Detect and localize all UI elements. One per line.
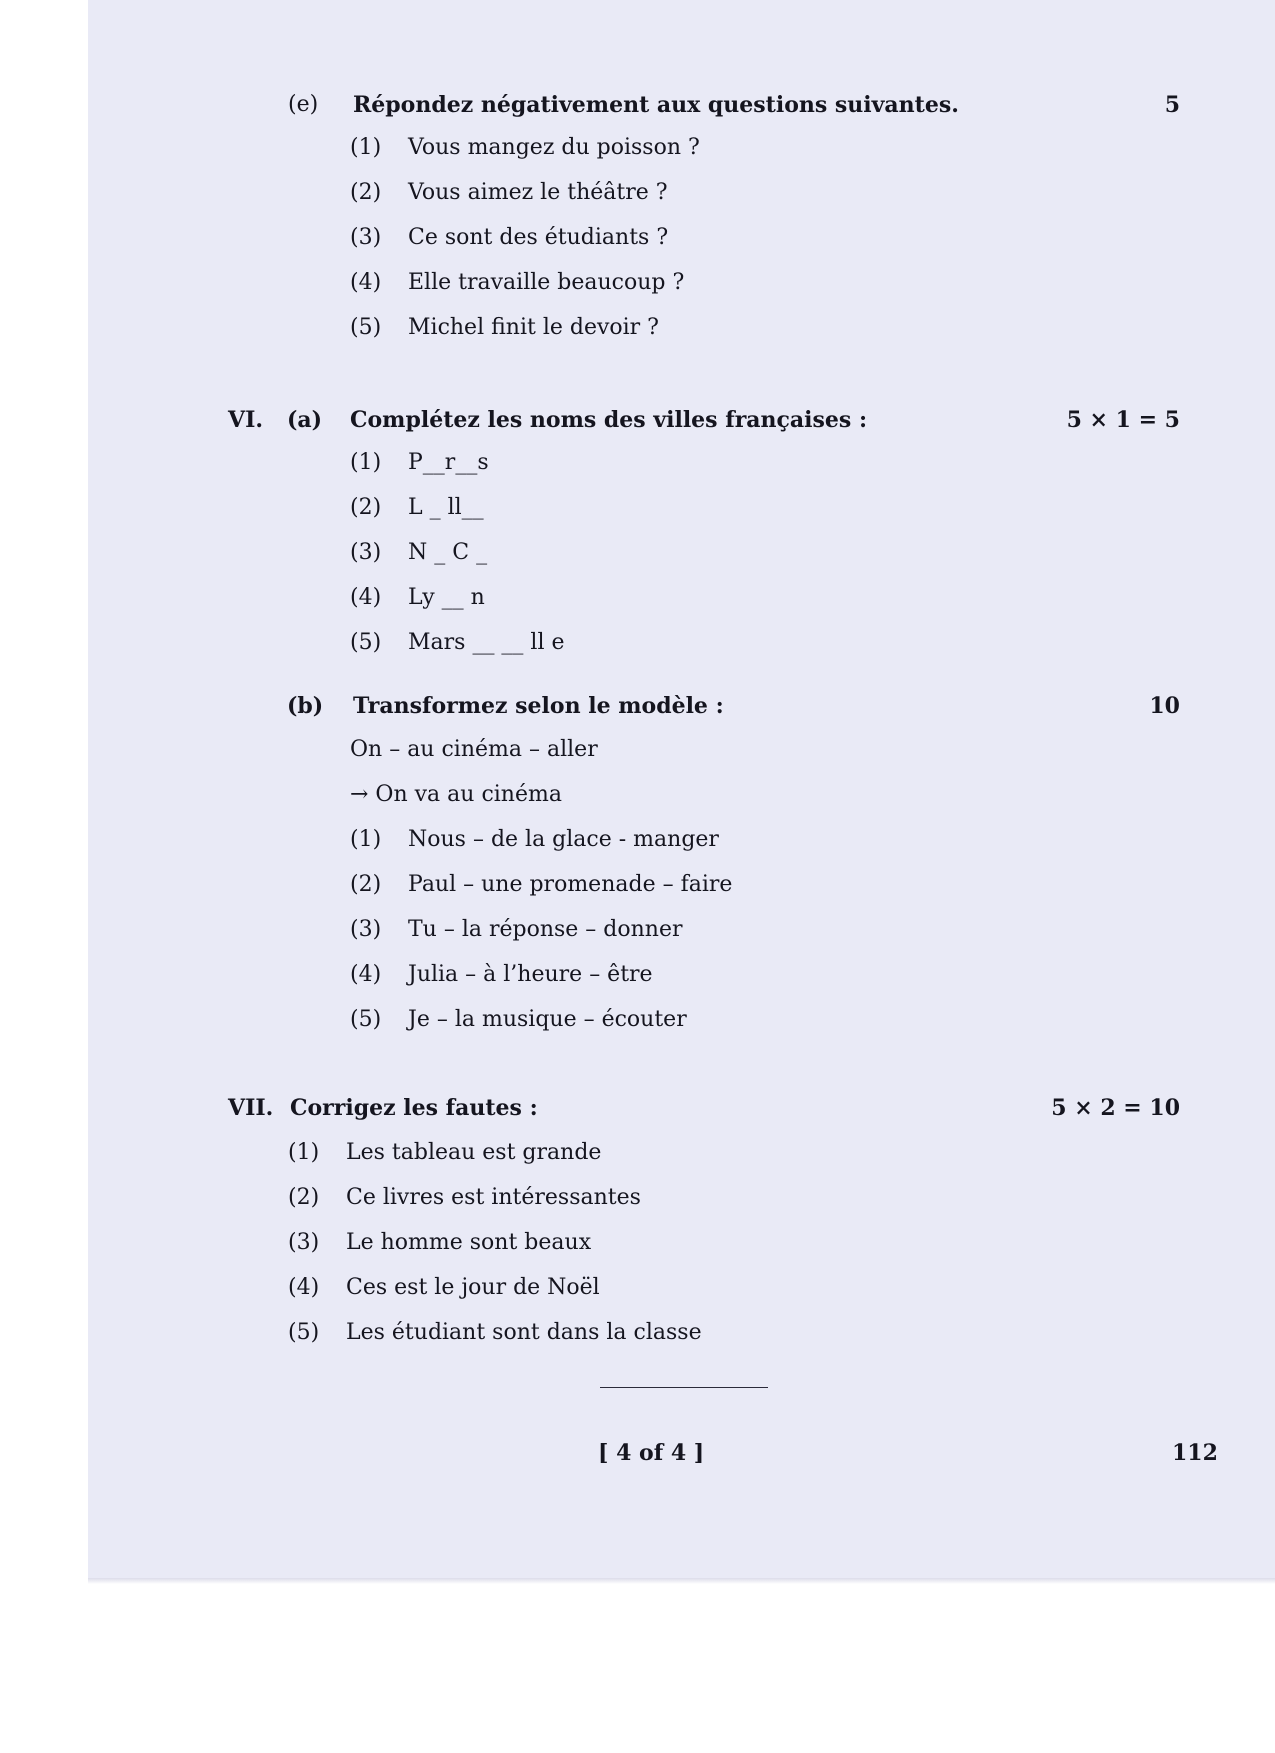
question-text: Ce sont des étudiants ?: [408, 225, 669, 250]
end-rule: [600, 1387, 768, 1388]
question-number: (5): [288, 1320, 320, 1345]
question-number: (4): [350, 270, 382, 295]
section-vi-roman: VI.: [228, 407, 264, 433]
question-number: (5): [350, 315, 382, 340]
model-line: On – au cinéma – aller: [350, 737, 598, 762]
question-number: (2): [350, 180, 382, 205]
section-vi-a-title: Complétez les noms des villes françaises :: [350, 407, 868, 433]
question-number: (4): [350, 962, 382, 987]
question-text: Vous mangez du poisson ?: [408, 135, 700, 160]
page-edge: [88, 1578, 1275, 1584]
question-text: Les étudiant sont dans la classe: [346, 1320, 702, 1345]
question-number: (4): [350, 585, 382, 610]
question-text: N _ C _: [408, 540, 488, 565]
question-number: (3): [350, 225, 382, 250]
question-text: Ce livres est intéressantes: [346, 1185, 641, 1210]
question-number: (5): [350, 630, 382, 655]
section-vii-title: Corrigez les fautes :: [290, 1095, 538, 1121]
question-text: Le homme sont beaux: [346, 1230, 592, 1255]
section-vi-b-title: Transformez selon le modèle :: [353, 693, 724, 719]
section-vii-marks: 5 × 2 = 10: [1051, 1095, 1180, 1121]
question-text: Ces est le jour de Noël: [346, 1275, 600, 1300]
section-e-marks: 5: [1164, 92, 1180, 118]
question-number: (3): [350, 540, 382, 565]
question-text: Les tableau est grande: [346, 1140, 602, 1165]
section-e-title: Répondez négativement aux questions suivantes.: [353, 92, 959, 118]
question-number: (2): [288, 1185, 320, 1210]
paper-code: 112: [1172, 1440, 1218, 1466]
question-text: Ly __ n: [408, 585, 485, 610]
question-text: Tu – la réponse – donner: [408, 917, 683, 942]
question-text: Julia – à l’heure – être: [408, 962, 653, 987]
section-e-label: (e): [288, 92, 319, 117]
question-number: (3): [288, 1230, 320, 1255]
question-number: (1): [350, 827, 382, 852]
question-text: Paul – une promenade – faire: [408, 872, 733, 897]
section-vi-a-marks: 5 × 1 = 5: [1066, 407, 1180, 433]
question-text: Nous – de la glace - manger: [408, 827, 719, 852]
section-vi-b-marks: 10: [1149, 693, 1180, 719]
question-number: (2): [350, 872, 382, 897]
question-number: (5): [350, 1007, 382, 1032]
question-number: (1): [350, 450, 382, 475]
model-answer: → On va au cinéma: [350, 782, 562, 807]
question-number: (1): [288, 1140, 320, 1165]
question-text: Je – la musique – écouter: [408, 1007, 687, 1032]
section-vi-a-label: (a): [287, 407, 323, 433]
question-text: L _ ll__: [408, 495, 484, 520]
page-number: [ 4 of 4 ]: [598, 1440, 705, 1466]
question-text: Vous aimez le théâtre ?: [408, 180, 668, 205]
section-vii-roman: VII.: [228, 1095, 274, 1121]
question-number: (4): [288, 1275, 320, 1300]
question-number: (2): [350, 495, 382, 520]
question-text: P__r__s: [408, 450, 489, 475]
question-text: Michel finit le devoir ?: [408, 315, 659, 340]
question-number: (1): [350, 135, 382, 160]
question-text: Mars __ __ ll e: [408, 630, 565, 655]
question-number: (3): [350, 917, 382, 942]
question-text: Elle travaille beaucoup ?: [408, 270, 685, 295]
section-vi-b-label: (b): [287, 693, 324, 719]
